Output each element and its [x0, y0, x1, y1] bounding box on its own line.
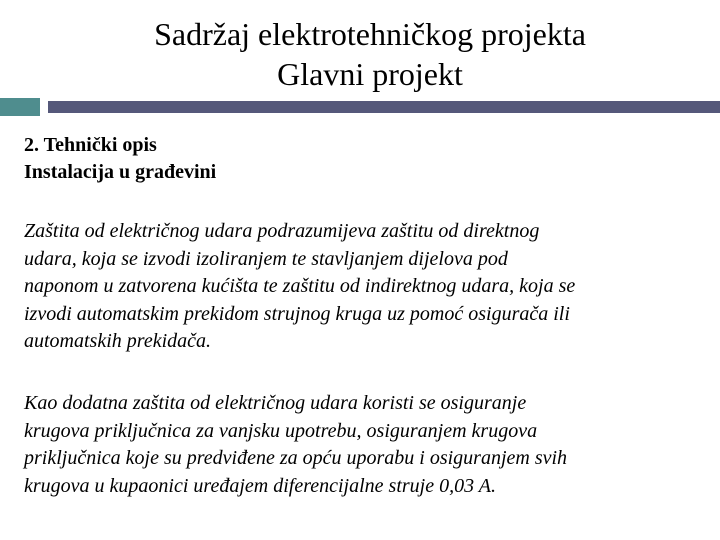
title-line-1: Sadržaj elektrotehničkog projekta	[154, 16, 586, 52]
paragraph-electric-shock-protection	[24, 218, 704, 356]
title-line-2: Glavni projekt	[277, 56, 463, 92]
section-heading	[24, 132, 216, 186]
title-divider-bar	[48, 101, 720, 113]
title-divider-accent	[0, 98, 40, 116]
paragraph-line: Kao dodatna zaštita od električnog udara koristi se osiguranje	[24, 392, 527, 414]
paragraph-line: priključnica koje su predviđene za opću uporabu i osiguranjem svih	[24, 447, 568, 469]
paragraph-line: krugova u kupaonici uređajem diferencijalne struje 0,03 A.	[24, 474, 496, 497]
section-heading-line-1: 2. Tehnički opis	[24, 134, 157, 156]
paragraph-line: Zaštita od električnog udara podrazumijeva zaštitu od direktnog	[24, 220, 540, 242]
paragraph-line: izvodi automatskim prekidom strujnog kruga uz pomoć osigurača ili	[24, 302, 570, 325]
section-heading-line-2: Instalacija u građevini	[24, 161, 217, 183]
paragraph-additional-protection	[24, 390, 704, 500]
paragraph-line: automatskih prekidača.	[24, 330, 212, 352]
slide-title	[0, 14, 720, 94]
paragraph-line: krugova priključnica za vanjsku upotrebu, osiguranjem krugova	[24, 419, 538, 442]
paragraph-line: udara, koja se izvodi izoliranjem te stavljanjem dijelova pod	[24, 247, 508, 270]
paragraph-line: naponom u zatvorena kućišta te zaštitu od indirektnog udara, koja se	[24, 275, 576, 297]
